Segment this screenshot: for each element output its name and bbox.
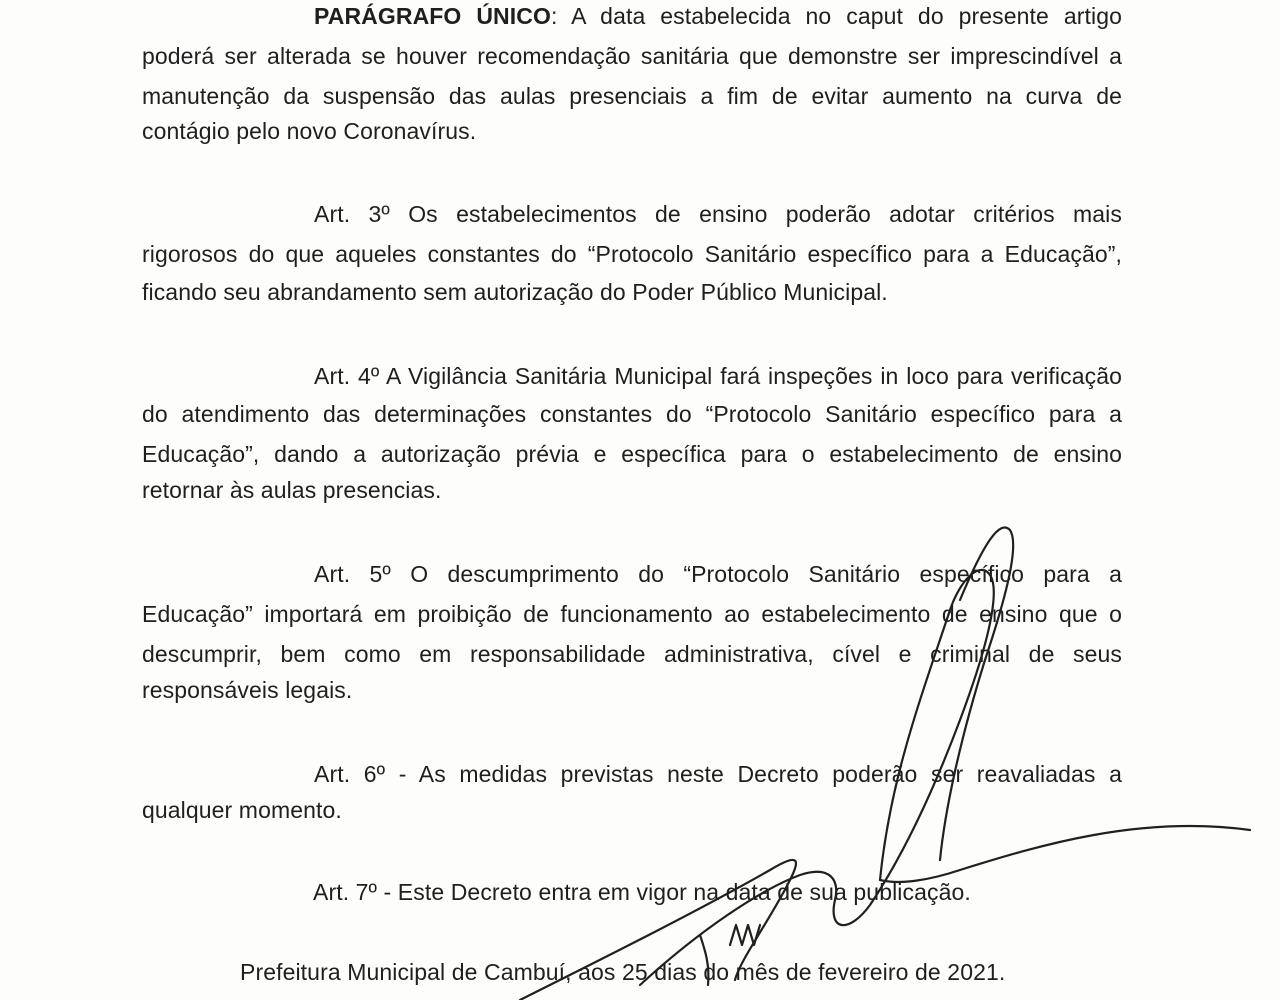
art3-line-2: rigorosos do que aqueles constantes do “Protocolo Sanitário específico para a Educação”, [142,241,1122,267]
paragrafo-unico-line-1 [314,2,1122,30]
paragrafo-unico-label: PARÁGRAFO ÚNICO [314,3,551,29]
art6-line-2: qualquer momento. [142,797,342,823]
paragrafo-unico-line-3: manutenção da suspensão das aulas presenciais a fim de evitar aumento na curva de [142,83,1122,109]
art4-line-3: Educação”, dando a autorização prévia e específica para o estabelecimento de ensino [142,441,1122,467]
art7-text: Art. 7º - Este Decreto entra em vigor na data de sua publicação. [313,879,971,905]
art3-line-3: ficando seu abrandamento sem autorização do Poder Público Municipal. [142,279,888,305]
paragrafo-unico-text-1: : A data estabelecida no caput do presente artigo [550,3,1122,29]
art5-line-2: Educação” importará em proibição de funcionamento ao estabelecimento de ensino que o [142,601,1122,627]
art4-line-2: do atendimento das determinações constantes do “Protocolo Sanitário específico para a [142,401,1122,427]
art5-line-4: responsáveis legais. [142,677,353,703]
art3-line-1: Art. 3º Os estabelecimentos de ensino poderão adotar critérios mais [314,201,1122,227]
art5-line-1: Art. 5º O descumprimento do “Protocolo Sanitário específico para a [314,561,1122,587]
art4-line-1: Art. 4º A Vigilância Sanitária Municipal fará inspeções in loco para verificação [314,363,1122,389]
art6-line-1: Art. 6º - As medidas previstas neste Decreto poderão ser reavaliadas a [314,761,1122,787]
paragrafo-unico-line-2: poderá ser alterada se houver recomendação sanitária que demonstre ser imprescindível a [142,43,1122,69]
paragrafo-unico-line-4: contágio pelo novo Coronavírus. [142,118,477,144]
art4-line-4: retornar às aulas presencias. [142,477,442,503]
closing-place-date: Prefeitura Municipal de Cambuí, aos 25 dias do mês de fevereiro de 2021. [240,959,1006,985]
art5-line-3: descumprir, bem como em responsabilidade administrativa, cível e criminal de seus [142,641,1122,667]
